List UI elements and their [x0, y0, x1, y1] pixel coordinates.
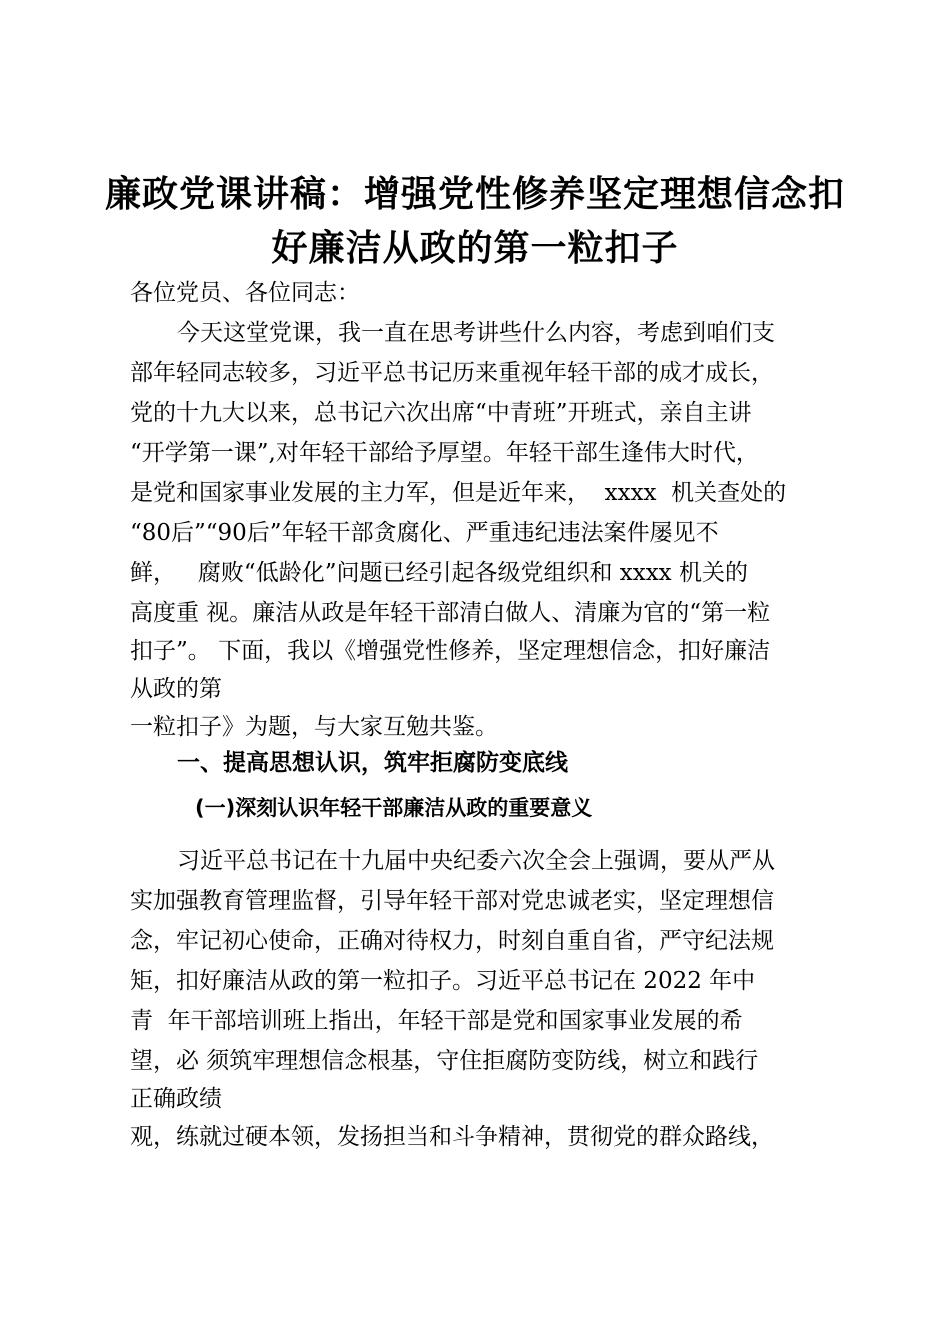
- paragraph1-line: “开学第一课”,对年轻干部给予厚望。年轻干部生逢伟大时代，: [130, 440, 759, 466]
- salutation: 各位党员、各位同志：: [130, 280, 360, 306]
- paragraph2-line: 望，必 须筑牢理想信念根基，守住拒腐防变防线，树立和践行: [130, 1048, 759, 1074]
- paragraph1-line: 今天这堂党课，我一直在思考讲些什么内容，考虑到咱们支: [177, 320, 775, 346]
- paragraph1-line: 一粒扣子》为题，与大家互勉共鉴。: [130, 714, 498, 740]
- paragraph1-line: 党的十九大以来，总书记六次出席“中青班”开班式，亲自主讲: [130, 400, 752, 426]
- title-line-1: 廉政党课讲稿：增强党性修养坚定理想信念扣: [104, 174, 845, 215]
- paragraph1-line: 扣子”。 下面，我以《增强党性修养，坚定理想信念，扣好廉洁: [130, 638, 771, 664]
- paragraph2-line: 念，牢记初心使命，正确对待权力，时刻自重自省，严守纪法规: [130, 928, 774, 954]
- paragraph2-line: 观，练就过硬本领，发扬担当和斗争精神，贯彻党的群众路线，: [130, 1124, 774, 1150]
- section-heading-1: 一、提高思想认识，筑牢拒腐防变底线: [177, 750, 568, 776]
- paragraph2-line: 青 年干部培训班上指出，年轻干部是党和国家事业发展的希: [130, 1008, 743, 1034]
- paragraph1-line: 从政的第: [130, 676, 222, 702]
- title-line-2: 好廉洁从政的第一粒扣子: [271, 228, 679, 269]
- paragraph2-line: 习近平总书记在十九届中央纪委六次全会上强调，要从严从: [177, 848, 775, 874]
- paragraph2-line: 矩，扣好廉洁从政的第一粒扣子。习近平总书记在 2022 年中: [130, 968, 756, 994]
- paragraph1-line: 是党和国家事业发展的主力军，但是近年来， xxxx 机关查处的: [130, 480, 787, 506]
- paragraph2-line: 正确政绩: [130, 1086, 222, 1112]
- subsection-heading-1: (一)深刻认识年轻干部廉洁从政的重要意义: [195, 796, 593, 820]
- document-title: [100, 168, 850, 276]
- paragraph2-line: 实加强教育管理监督，引导年轻干部对党忠诚老实，坚定理想信: [130, 888, 774, 914]
- paragraph1-line: “80后”“90后”年轻干部贪腐化、严重违纪违法案件屡见不: [130, 520, 719, 546]
- paragraph1-line: 高度重 视。廉洁从政是年轻干部清白做人、清廉为官的“第一粒: [130, 600, 771, 626]
- paragraph1-line: 部年轻同志较多，习近平总书记历来重视年轻干部的成才成长，: [130, 360, 774, 386]
- paragraph1-line: 鲜， 腐败“低龄化”问题已经引起各级党组织和 xxxx 机关的: [130, 560, 748, 586]
